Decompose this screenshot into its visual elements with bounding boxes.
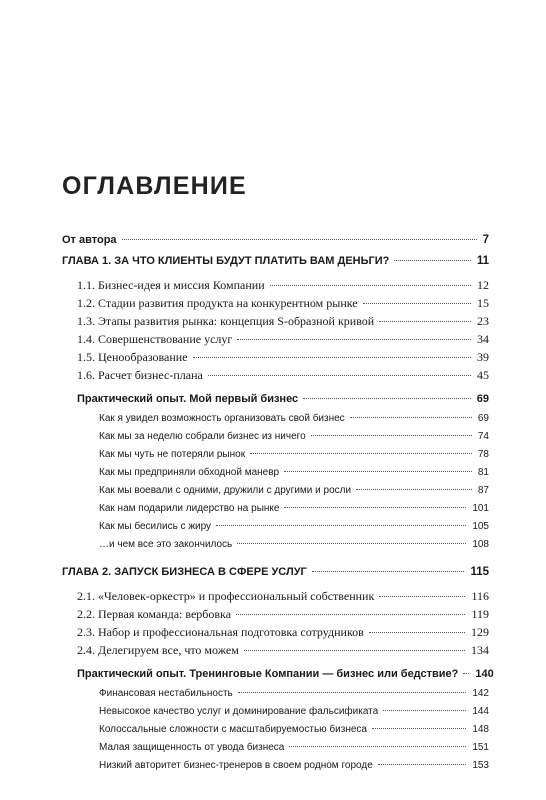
toc-entry-subsection — [99, 688, 489, 706]
dot-leader — [394, 260, 470, 261]
dot-leader — [383, 710, 466, 711]
dot-leader — [284, 507, 466, 508]
toc-entry-case-study — [77, 668, 494, 686]
dot-leader — [284, 471, 472, 472]
toc-entry-label: Финансовая нестабильность — [99, 688, 233, 699]
dot-leader — [238, 692, 467, 693]
toc-entry-subsection — [99, 485, 489, 503]
dot-leader — [122, 239, 477, 240]
toc-page-number: 45 — [477, 368, 489, 382]
toc-page-number: 142 — [472, 688, 489, 699]
dot-leader — [463, 673, 469, 674]
toc-page-number: 140 — [475, 668, 494, 680]
dot-leader — [236, 614, 465, 615]
toc-entry-label: Этапы развития рынка: концепция S-образной кривой — [98, 314, 375, 328]
dot-leader — [250, 453, 472, 454]
toc-entry-label: Бизнес-идея и миссия Компании — [98, 278, 265, 292]
toc-page-number: 134 — [471, 643, 489, 657]
toc-entry-label: Делегируем все, что можем — [98, 643, 239, 657]
toc-entry-case-study — [77, 393, 489, 411]
toc-entry-preface — [62, 234, 489, 252]
dot-leader — [208, 375, 471, 376]
toc-page-number: 7 — [482, 234, 489, 246]
toc-page-number: 151 — [472, 742, 489, 753]
toc-entry-subsection — [99, 521, 489, 539]
toc-page-number: 148 — [472, 724, 489, 735]
toc-page-number: 129 — [471, 625, 489, 639]
toc-page-number: 116 — [471, 589, 489, 603]
toc-page-number: 105 — [472, 521, 489, 532]
dot-leader — [372, 728, 466, 729]
toc-entry-subsection — [99, 467, 489, 485]
toc-entry-label: Колоссальные сложности с масштабируемостью бизнеса — [99, 724, 367, 735]
toc-page-number: 11 — [476, 255, 489, 267]
dot-leader — [216, 525, 466, 526]
dot-leader — [356, 489, 472, 490]
toc-entry-label: Расчет бизнес-плана — [98, 368, 203, 382]
toc-section-number: 1.6. — [77, 368, 95, 382]
toc-entry-section — [77, 589, 489, 607]
toc-page-number: 101 — [472, 503, 489, 514]
toc-entry-subsection — [99, 431, 489, 449]
toc-section-number: 1.5. — [77, 350, 95, 364]
toc-page-number: 12 — [477, 278, 489, 292]
toc-entry-section — [77, 314, 489, 332]
toc-entry-label: От автора — [62, 234, 117, 246]
toc-entry-label: Как мы за неделю собрали бизнес из ничего — [99, 431, 306, 442]
toc-entry-label: Стадии развития продукта на конкурентном рынке — [98, 296, 358, 310]
toc-entry-subsection — [99, 449, 489, 467]
toc-entry-section — [77, 278, 489, 296]
toc-entry-label: Первая команда: вербовка — [98, 607, 232, 621]
toc-title: ОГЛАВЛЕНИЕ — [62, 172, 247, 200]
toc-entry-label: …и чем все это закончилось — [99, 539, 233, 550]
toc-page-number: 74 — [477, 431, 489, 442]
toc-page-number: 115 — [470, 566, 489, 578]
toc-entry-subsection — [99, 706, 489, 724]
toc-entry-subsection — [99, 539, 489, 557]
dot-leader — [379, 321, 471, 322]
toc-page-number: 153 — [472, 760, 489, 771]
toc-entry-section — [77, 643, 489, 661]
toc-entry-section — [77, 607, 489, 625]
toc-entry-subsection — [99, 742, 489, 760]
toc-entry-subsection — [99, 724, 489, 742]
toc-section-number: 2.1. — [77, 589, 95, 603]
dot-leader — [289, 746, 466, 747]
toc-section-number: 1.3. — [77, 314, 95, 328]
toc-section-number: 2.3. — [77, 625, 95, 639]
toc-entry-label: Низкий авторитет бизнес-тренеров в своем родном городе — [99, 760, 373, 771]
dot-leader — [379, 596, 465, 597]
toc-entry-label: Совершенствование услуг — [98, 332, 233, 346]
toc-section-number: 2.2. — [77, 607, 95, 621]
toc-page-number: 119 — [471, 607, 489, 621]
toc-entry-label: Как я увидел возможность организовать свой бизнес — [99, 413, 345, 424]
toc-entry-section — [77, 368, 489, 386]
dot-leader — [244, 650, 465, 651]
toc-entry-section — [77, 296, 489, 314]
dot-leader — [378, 764, 467, 765]
dot-leader — [363, 303, 471, 304]
dot-leader — [270, 285, 471, 286]
toc-entry-section — [77, 350, 489, 368]
toc-entry-label: ГЛАВА 1. ЗА ЧТО КЛИЕНТЫ БУДУТ ПЛАТИТЬ ВАМ ДЕНЬГИ? — [62, 255, 390, 267]
toc-entry-section — [77, 332, 489, 350]
dot-leader — [311, 435, 472, 436]
toc-entry-section — [77, 625, 489, 643]
dot-leader — [312, 571, 465, 572]
toc-entry-subsection — [99, 760, 489, 778]
toc-page-number: 87 — [477, 485, 489, 496]
toc-page-number: 15 — [477, 296, 489, 310]
toc-section-number: 1.2. — [77, 296, 95, 310]
toc-page-number: 23 — [477, 314, 489, 328]
dot-leader — [237, 339, 471, 340]
toc-entry-label: Как мы чуть не потеряли рынок — [99, 449, 246, 460]
dot-leader — [369, 632, 465, 633]
toc-section-number: 1.4. — [77, 332, 95, 346]
toc-entry-label: Практический опыт. Мой первый бизнес — [77, 393, 299, 405]
toc-page-number: 108 — [472, 539, 489, 550]
toc-page-number: 144 — [472, 706, 489, 717]
toc-entry-subsection — [99, 413, 489, 431]
toc-entry-chapter-2 — [62, 566, 489, 584]
toc-page-number: 78 — [477, 449, 489, 460]
dot-leader — [237, 543, 466, 544]
toc-page-number: 69 — [476, 393, 489, 405]
toc-section-number: 2.4. — [77, 643, 95, 657]
toc-entry-subsection — [99, 503, 489, 521]
toc-page-number: 39 — [477, 350, 489, 364]
toc-entry-label: Малая защищенность от увода бизнеса — [99, 742, 285, 753]
toc-entry-label: «Человек-оркестр» и профессиональный собственник — [98, 589, 375, 603]
toc-entry-label: Как мы воевали с одними, дружили с другими и росли — [99, 485, 352, 496]
dot-leader — [303, 398, 471, 399]
toc-entry-label: Набор и профессиональная подготовка сотрудников — [98, 625, 364, 639]
toc-entry-chapter-1 — [62, 255, 489, 273]
toc-section-number: 1.1. — [77, 278, 95, 292]
toc-entry-label: Практический опыт. Тренинговые Компании — бизнес или бедствие? — [77, 668, 459, 680]
toc-entry-label: Невысокое качество услуг и доминирование фальсификата — [99, 706, 379, 717]
dot-leader — [350, 417, 472, 418]
toc-page-number: 69 — [477, 413, 489, 424]
toc-entry-label: Как мы бесились с жиру — [99, 521, 212, 532]
toc-entry-label: ГЛАВА 2. ЗАПУСК БИЗНЕСА В СФЕРЕ УСЛУГ — [62, 566, 307, 578]
dot-leader — [193, 357, 471, 358]
toc-entry-label: Как нам подарили лидерство на рынке — [99, 503, 280, 514]
toc-page-number: 81 — [477, 467, 489, 478]
toc-page-number: 34 — [477, 332, 489, 346]
toc-entry-label: Ценообразование — [98, 350, 188, 364]
toc-entry-label: Как мы предприняли обходной маневр — [99, 467, 280, 478]
